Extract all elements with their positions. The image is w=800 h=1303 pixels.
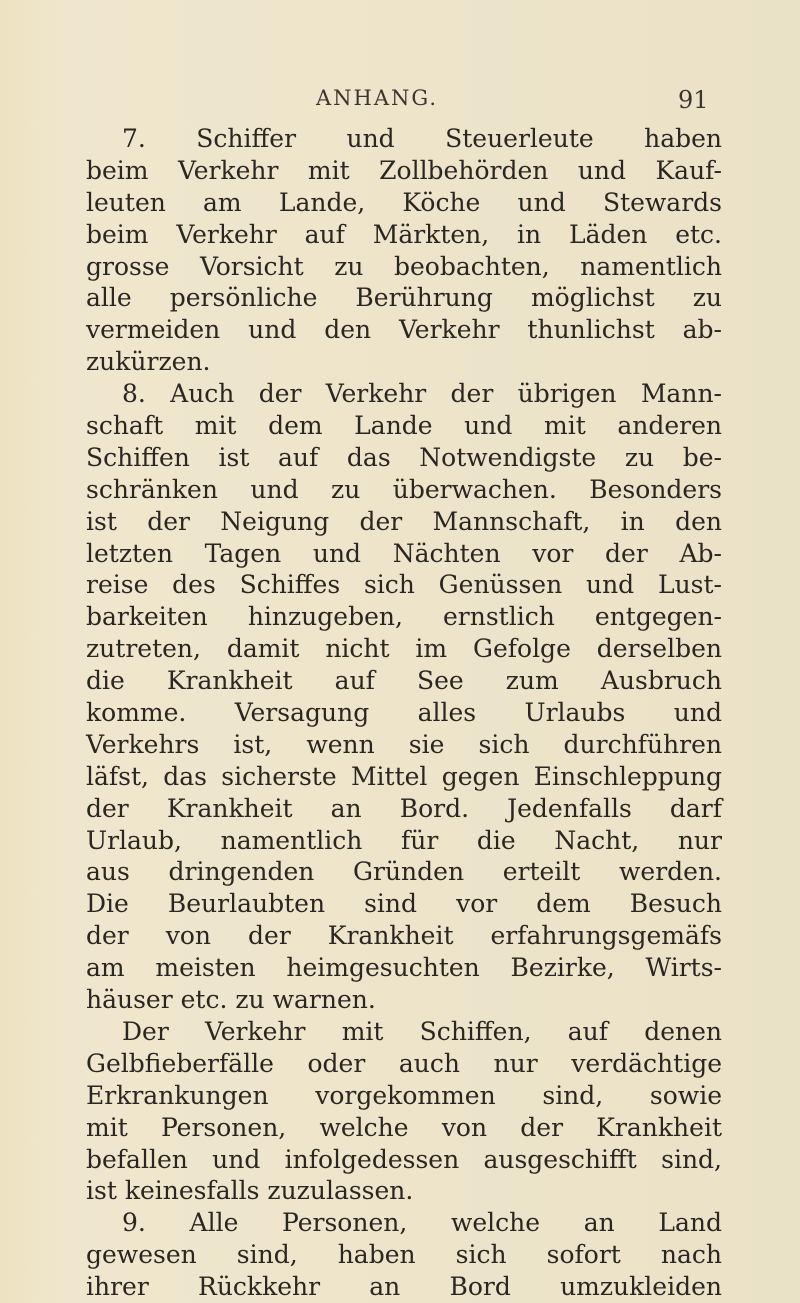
page-header [0, 86, 800, 116]
text-line: am meisten heimgesuchten Bezirke, Wirts- [86, 953, 722, 983]
paper-edge-stain [0, 0, 70, 1303]
text-line: Urlaub, namentlich für die Nacht, nur [86, 825, 722, 855]
text-line: Der Verkehr mit Schiffen, auf denen [122, 1016, 722, 1046]
text-line: komme. Versagung alles Urlaubs und [86, 698, 722, 728]
text-line: Die Beurlaubten sind vor dem Besuch [86, 889, 722, 919]
text-line: zukürzen. [86, 347, 211, 377]
text-line: ist keinesfalls zuzulassen. [86, 1176, 414, 1206]
text-line: Erkrankungen vorgekommen sind, sowie [86, 1080, 722, 1110]
text-line: Schiffen ist auf das Notwendigste zu be- [86, 442, 722, 472]
text-line: Gelbfieberfälle oder auch nur verdächtige [86, 1048, 722, 1078]
text-line: Verkehrs ist, wenn sie sich durchführen [86, 729, 722, 759]
text-line: beim Verkehr mit Zollbehörden und Kauf- [86, 155, 722, 185]
text-line: beim Verkehr auf Märkten, in Läden etc. [86, 219, 722, 249]
text-line: ist der Neigung der Mannschaft, in den [86, 506, 722, 536]
body-text [86, 123, 722, 1303]
text-line: vermeiden und den Verkehr thunlichst ab- [86, 315, 722, 345]
text-line: 7. Schiffer und Steuerleute haben [122, 124, 722, 153]
text-line: läfst, das sicherste Mittel gegen Einschleppung [86, 761, 722, 791]
text-line: alle persönliche Berührung möglichst zu [86, 283, 722, 313]
text-line: aus dringenden Gründen erteilt werden. [86, 857, 722, 887]
text-line: der Krankheit an Bord. Jedenfalls darf [86, 793, 722, 823]
text-line: befallen und infolgedessen ausgeschifft sind, [86, 1144, 722, 1174]
text-line: häuser etc. zu warnen. [86, 985, 376, 1015]
text-line: die Krankheit auf See zum Ausbruch [86, 666, 722, 696]
text-line: barkeiten hinzugeben, ernstlich entgegen- [86, 602, 722, 632]
text-line: reise des Schiffes sich Genüssen und Lust- [86, 570, 722, 600]
text-line: schränken und zu überwachen. Besonders [86, 474, 722, 504]
text-line: grosse Vorsicht zu beobachten, namentlich [86, 251, 722, 281]
text-line: gewesen sind, haben sich sofort nach [86, 1240, 722, 1270]
text-line: zutreten, damit nicht im Gefolge derselben [86, 634, 722, 664]
running-head: ANHANG. [316, 86, 439, 110]
text-line: 9. Alle Personen, welche an Land [122, 1208, 722, 1238]
text-line: ihrer Rückkehr an Bord umzukleiden [86, 1272, 722, 1302]
text-line: 8. Auch der Verkehr der übrigen Mann- [122, 379, 722, 409]
text-line: der von der Krankheit erfahrungsgemäfs [86, 921, 722, 951]
text-line: schaft mit dem Lande und mit anderen [86, 411, 722, 441]
text-line: leuten am Lande, Köche und Stewards [86, 187, 722, 217]
page-number: 91 [678, 86, 709, 114]
text-line: letzten Tagen und Nächten vor der Ab- [86, 538, 722, 568]
text-line: mit Personen, welche von der Krankheit [86, 1112, 722, 1142]
